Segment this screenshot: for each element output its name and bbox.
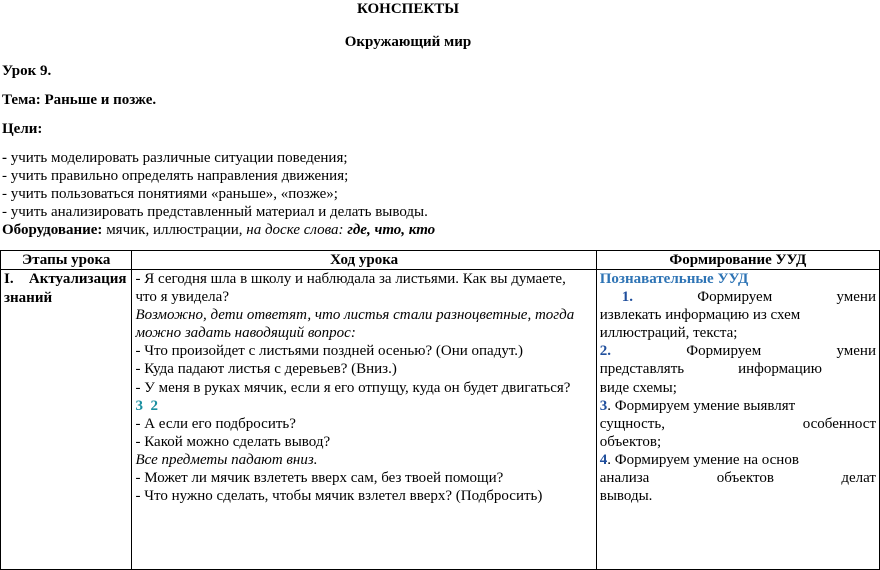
course-counter: 3 2	[135, 397, 158, 414]
course-line: - Куда падают листья с деревьев? (Вниз.)	[135, 361, 397, 378]
course-cell	[132, 270, 596, 570]
course-line: - Я сегодня шла в школу и наблюдала за листьями. Как вы думаете,	[135, 271, 566, 287]
course-line: Все предметы падают вниз.	[135, 451, 318, 468]
document-title: КОНСПЕКТЫ	[357, 1, 459, 17]
uud-heading: Познавательные УУД	[599, 271, 749, 287]
course-line: - Какой можно сделать вывод?	[135, 433, 331, 450]
header-uud: Формирование УУД	[596, 251, 879, 270]
uud-item-4: 4. Формируем умение на основ	[599, 451, 799, 468]
table-row	[1, 270, 880, 570]
equipment-line: Оборудование: мячик, иллюстрации, на доске слова: где, что, кто	[2, 222, 436, 238]
course-line: что я увидела?	[135, 289, 229, 306]
stage-number: I.	[4, 271, 14, 287]
header-course: Ход урока	[132, 251, 596, 270]
goal-item: - учить анализировать представленный материал и делать выводы.	[2, 204, 428, 220]
goal-item: - учить правильно определять направления движения;	[2, 168, 349, 184]
stage-cell	[1, 270, 132, 570]
lesson-number: Урок 9.	[2, 63, 52, 79]
stage-name-cont: знаний	[4, 290, 53, 306]
document-subtitle: Окружающий мир	[344, 34, 472, 50]
course-line: - У меня в руках мячик, если я его отпущу, куда он будет двигаться?	[135, 379, 571, 396]
course-line: - Что произойдет с листьями поздней осенью? (Они опадут.)	[135, 343, 523, 360]
table-header-row	[1, 251, 880, 270]
header-stages: Этапы урока	[1, 251, 132, 270]
uud-item-3: 3. Формируем умение выявлят	[599, 397, 796, 414]
lesson-table	[0, 250, 880, 570]
goal-item: - учить моделировать различные ситуации поведения;	[2, 150, 348, 166]
equipment-label: Оборудование:	[2, 222, 103, 238]
topic-label: Тема:	[2, 92, 41, 108]
course-line: - А если его подбросить?	[135, 415, 296, 432]
topic-text: Раньше и позже.	[44, 92, 157, 108]
uud-item-1: 1. Формируем умени	[621, 289, 876, 306]
stage-name: Актуализация	[28, 271, 127, 287]
uud-item-2: 2. Формируем умени	[599, 343, 876, 360]
goals-label: Цели:	[2, 121, 43, 137]
lesson-topic	[2, 92, 156, 109]
course-line: - Что нужно сделать, чтобы мячик взлетел вверх? (Подбросить)	[135, 488, 543, 505]
course-line: можно задать наводящий вопрос:	[135, 325, 356, 342]
uud-cell: Познавательные УУД 1. Формируем умени извлекать информацию из схем иллюстраций, текста; 2. Формируем умени представлять информацию виде схемы; 3. Формируем умение выявлят сущность, особенност объектов; 4. Формируем умение на основ анализа объектов делат выводы.	[596, 270, 879, 570]
course-line: - Может ли мячик взлететь вверх сам, без твоей помощи?	[135, 470, 504, 487]
goal-item: - учить пользоваться понятиями «раньше», «позже»;	[2, 186, 338, 202]
course-line: Возможно, дети ответят, что листья стали разноцветные, тогда	[135, 307, 575, 324]
